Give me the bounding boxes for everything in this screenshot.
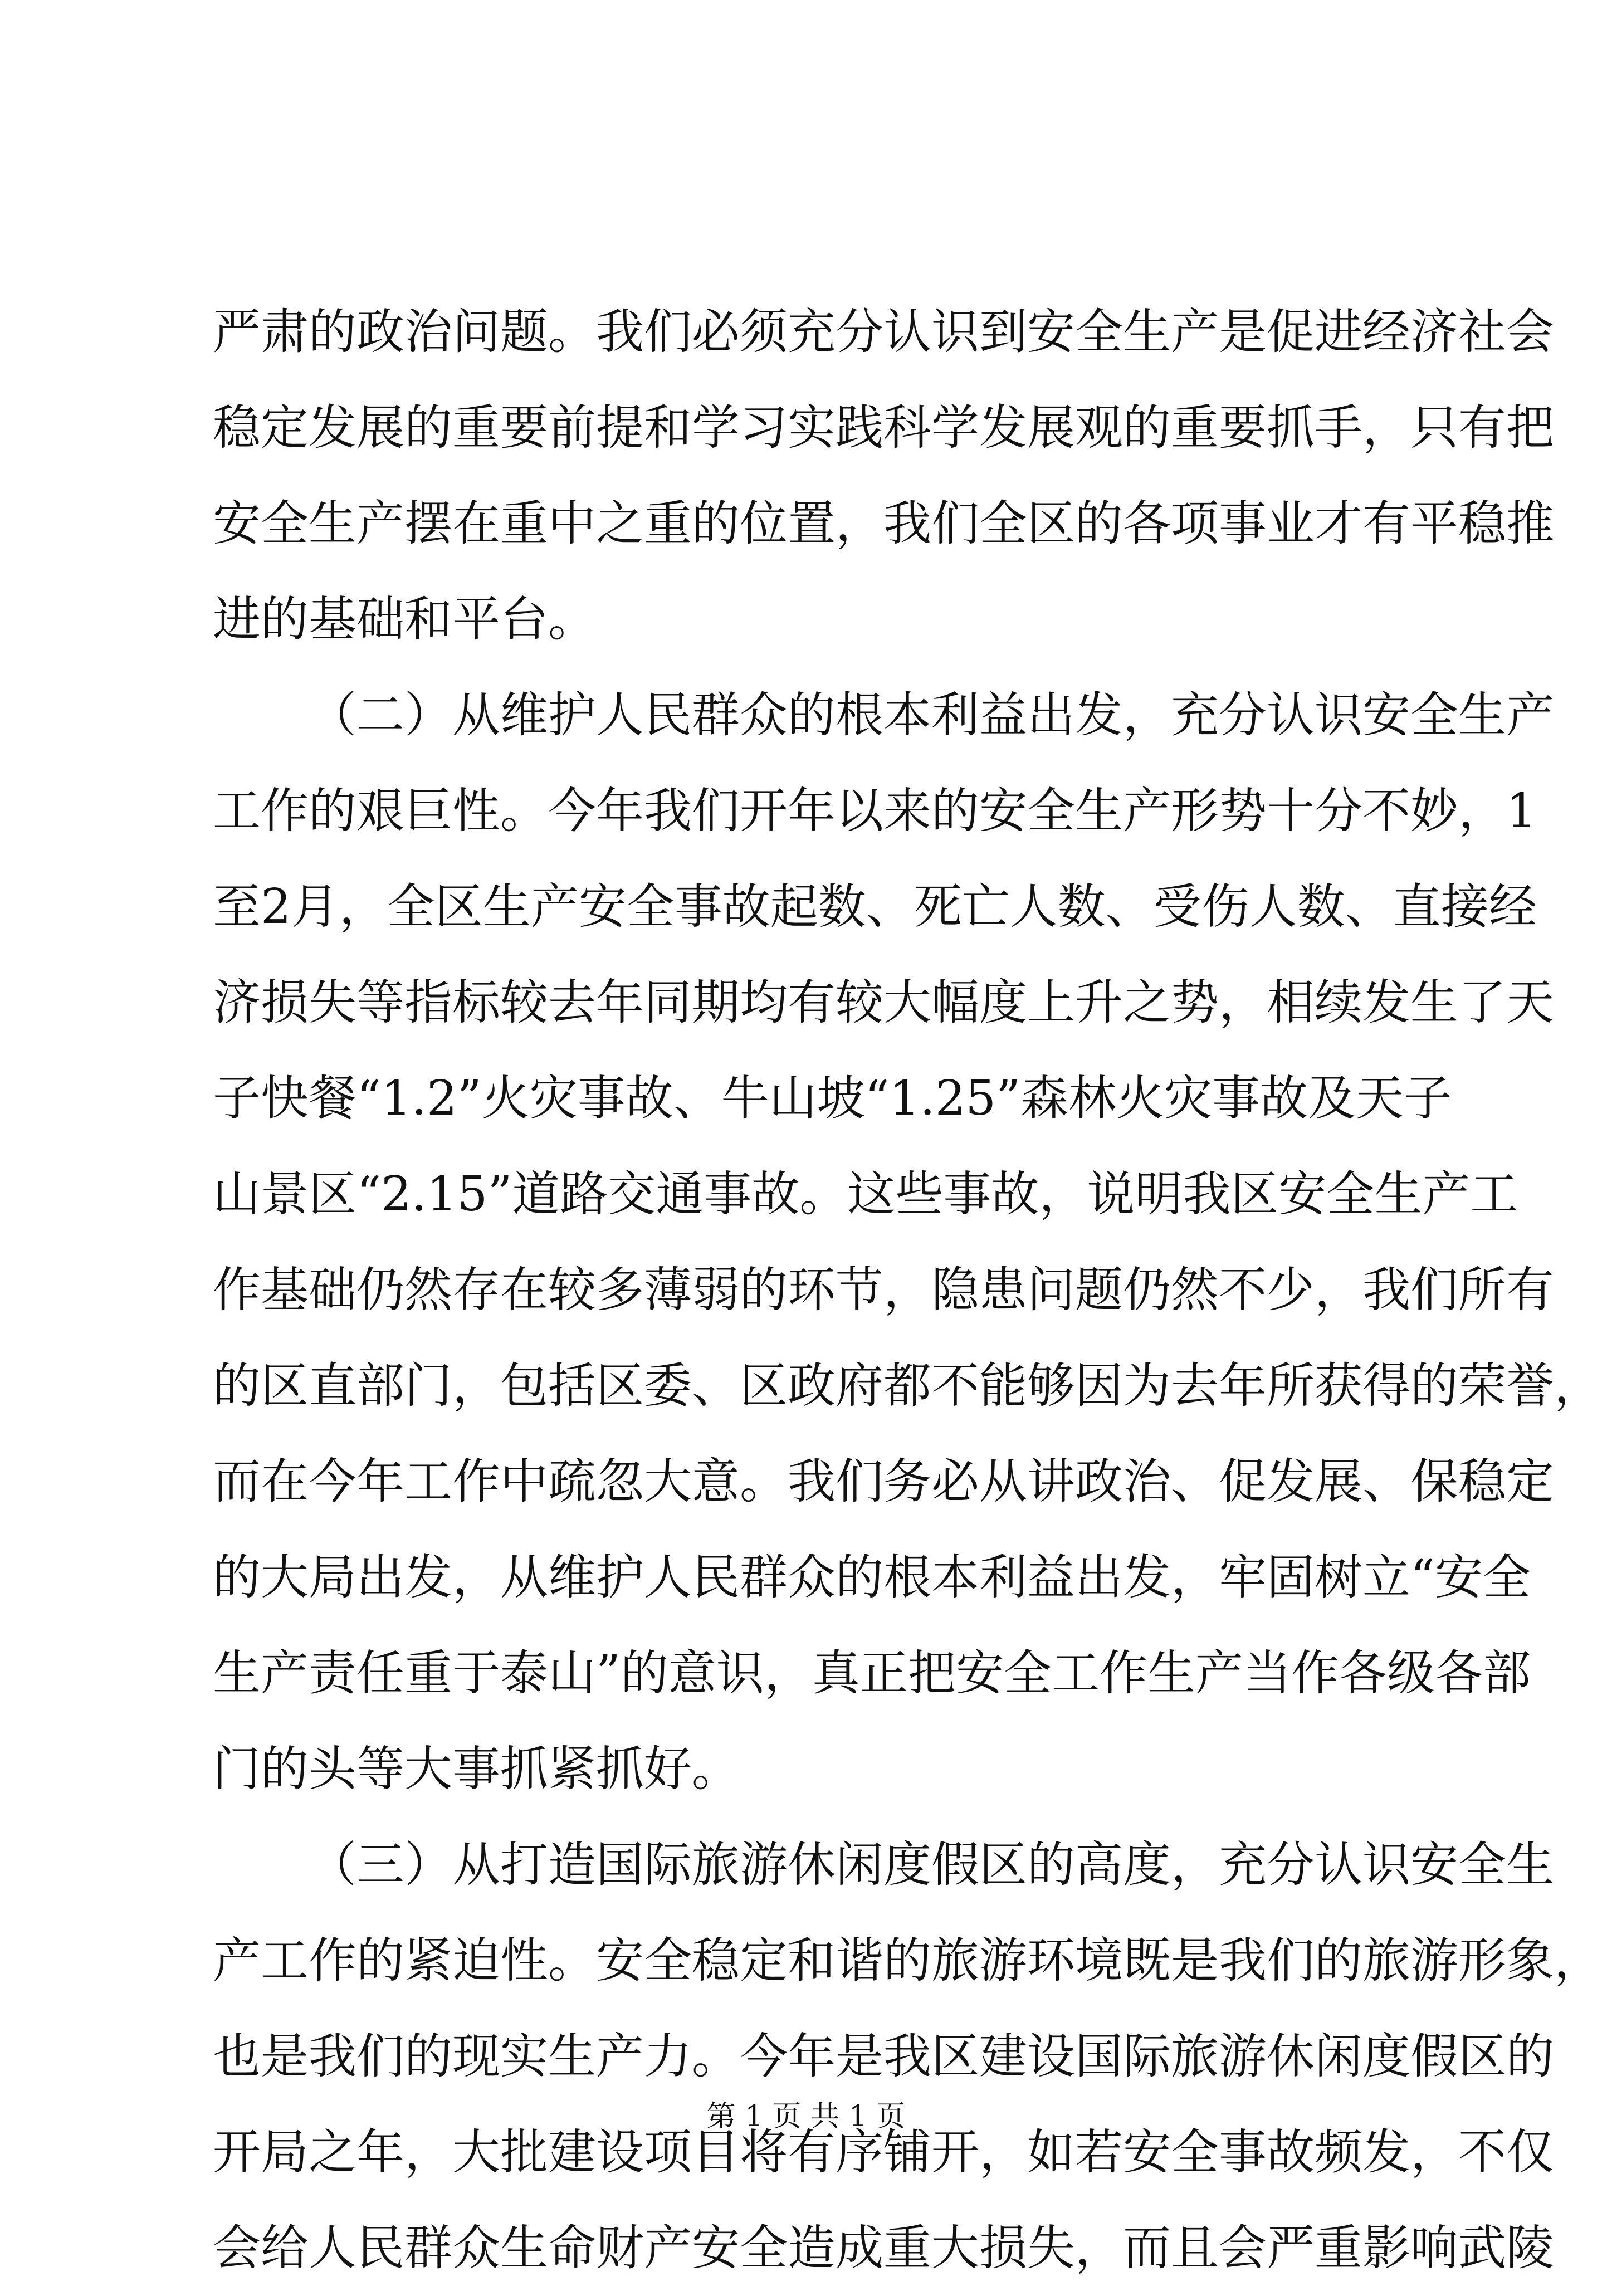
text-line: 会给人民群众生命财产安全造成重大损失，而且会严重影响武陵 bbox=[213, 2220, 1554, 2276]
page-number-footer: 第 1 页 共 1 页 bbox=[706, 2100, 906, 2133]
section-heading-line: （三）从打造国际旅游休闲度假区的高度，充分认识安全生 bbox=[309, 1837, 1554, 1893]
text-line: 门的头等大事抓紧抓好。 bbox=[213, 1741, 740, 1797]
text-line: 严肃的政治问题。我们必须充分认识到安全生产是促进经济社会 bbox=[213, 304, 1554, 360]
text-line: 工作的艰巨性。今年我们开年以来的安全生产形势十分不妙，1 bbox=[213, 783, 1537, 839]
text-line: 安全生产摆在重中之重的位置，我们全区的各项事业才有平稳推 bbox=[213, 496, 1554, 551]
text-line: 作基础仍然存在较多薄弱的环节，隐患问题仍然不少，我们所有 bbox=[213, 1262, 1554, 1318]
text-line: 的大局出发，从维护人民群众的根本利益出发，牢固树立“安全 bbox=[213, 1550, 1531, 1605]
text-line: 子快餐“1.2”火灾事故、牛山坡“1.25”森林火灾事故及天子 bbox=[213, 1071, 1452, 1126]
text-line: 至2月，全区生产安全事故起数、死亡人数、受伤人数、直接经 bbox=[213, 879, 1537, 935]
text-line: 产工作的紧迫性。安全稳定和谐的旅游环境既是我们的旅游形象， bbox=[213, 1933, 1602, 1989]
text-line: 也是我们的现实生产力。今年是我区建设国际旅游休闲度假区的 bbox=[213, 2029, 1554, 2084]
text-line: 稳定发展的重要前提和学习实践科学发展观的重要抓手，只有把 bbox=[213, 400, 1554, 456]
document-body bbox=[213, 284, 1602, 2296]
text-line: 的区直部门，包括区委、区政府都不能够因为去年所获得的荣誉， bbox=[213, 1358, 1602, 1414]
text-line: 而在今年工作中疏忽大意。我们务必从讲政治、促发展、保稳定 bbox=[213, 1454, 1554, 1510]
text-line: 开局之年，大批建设项目将有序铺开，如若安全事故频发，不仅 bbox=[213, 2124, 1554, 2180]
text-line: 进的基础和平台。 bbox=[213, 592, 596, 647]
text-line: 生产责任重于泰山”的意识，真正把安全工作生产当作各级各部 bbox=[213, 1645, 1531, 1701]
section-heading-line: （二）从维护人民群众的根本利益出发，充分认识安全生产 bbox=[309, 687, 1554, 743]
text-line: 山景区“2.15”道路交通事故。这些事故，说明我区安全生产工 bbox=[213, 1166, 1518, 1222]
text-line: 济损失等指标较去年同期均有较大幅度上升之势，相续发生了天 bbox=[213, 975, 1554, 1030]
